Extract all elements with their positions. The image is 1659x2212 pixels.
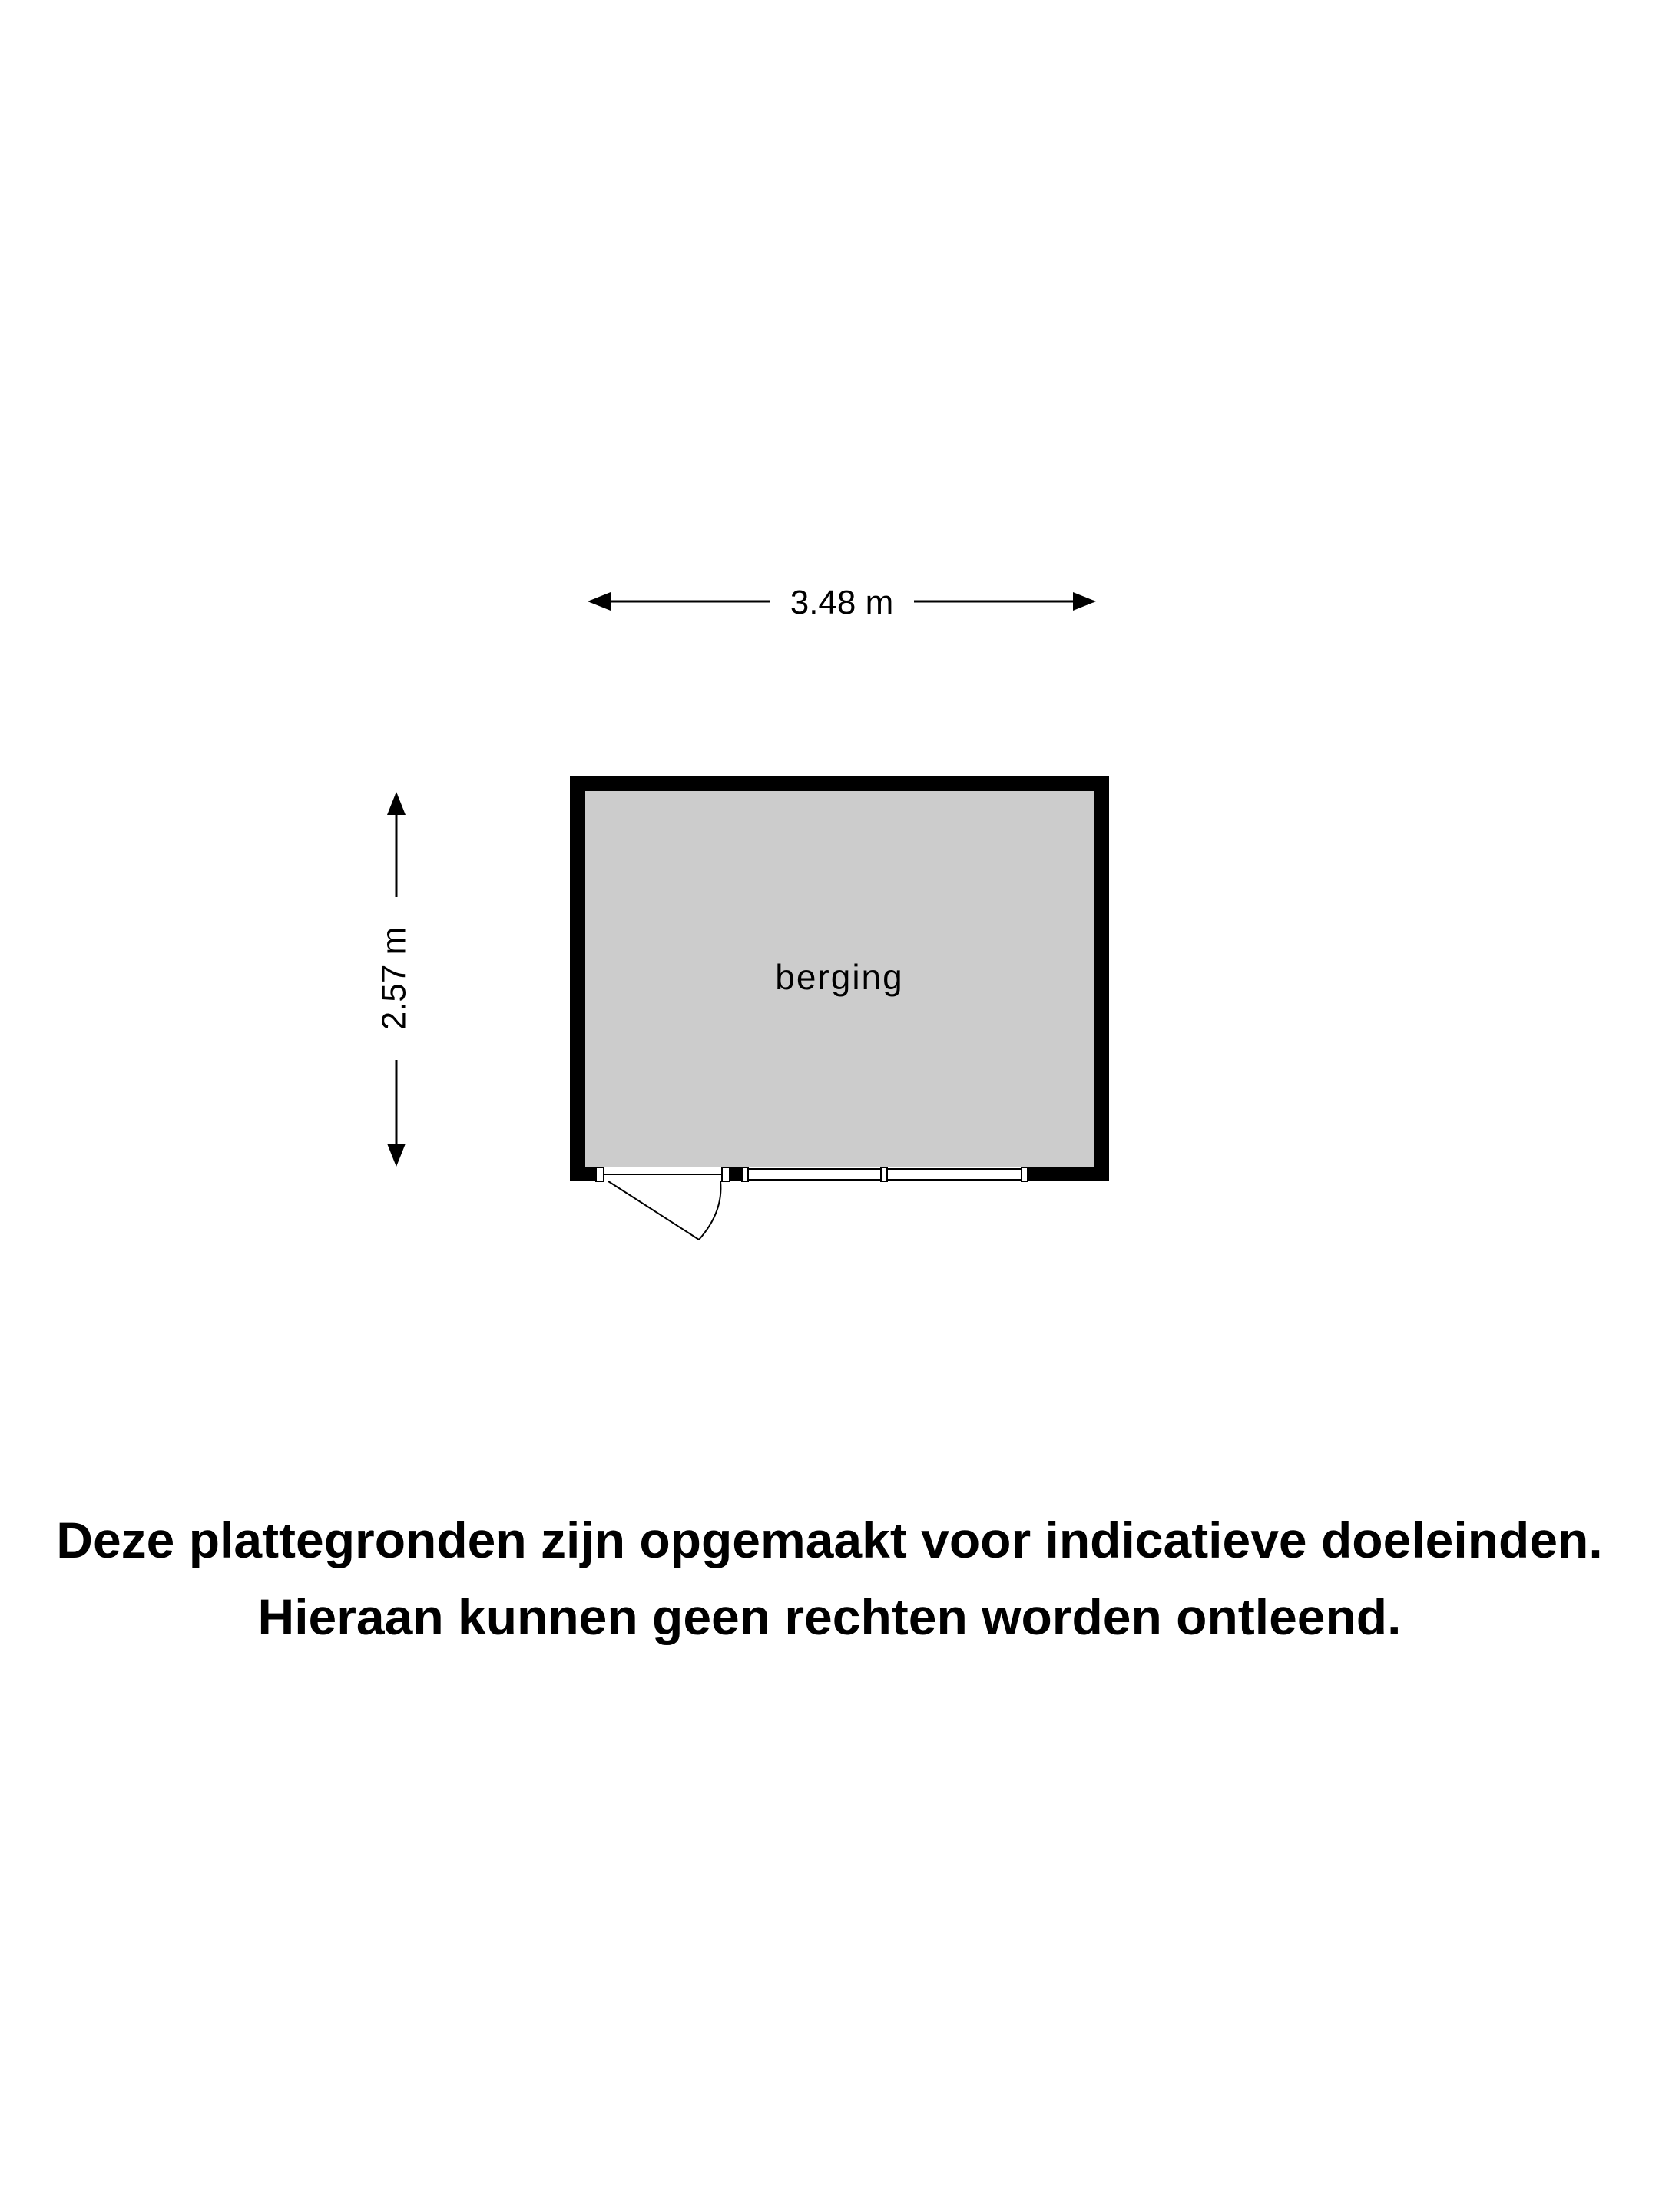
door-swing-arc bbox=[699, 1181, 720, 1240]
disclaimer bbox=[0, 1502, 1659, 1655]
room-berging bbox=[570, 776, 1109, 1240]
room-label: berging bbox=[775, 957, 904, 997]
door-jamb-left bbox=[596, 1167, 604, 1181]
door-jamb-right bbox=[722, 1167, 730, 1181]
door-swing bbox=[608, 1181, 720, 1240]
wall-pier bbox=[730, 1167, 742, 1181]
width-dimension bbox=[590, 584, 1094, 621]
disclaimer-line-1: Deze plattegronden zijn opgemaakt voor indicatieve doeleinden. bbox=[56, 1512, 1603, 1568]
height-dimension bbox=[376, 794, 413, 1164]
door-leaf bbox=[608, 1181, 699, 1240]
height-dimension-label: 2.57 m bbox=[375, 926, 413, 1031]
width-dimension-label: 3.48 m bbox=[790, 584, 894, 621]
disclaimer-line-2: Hieraan kunnen geen rechten worden ontleend. bbox=[257, 1588, 1402, 1645]
